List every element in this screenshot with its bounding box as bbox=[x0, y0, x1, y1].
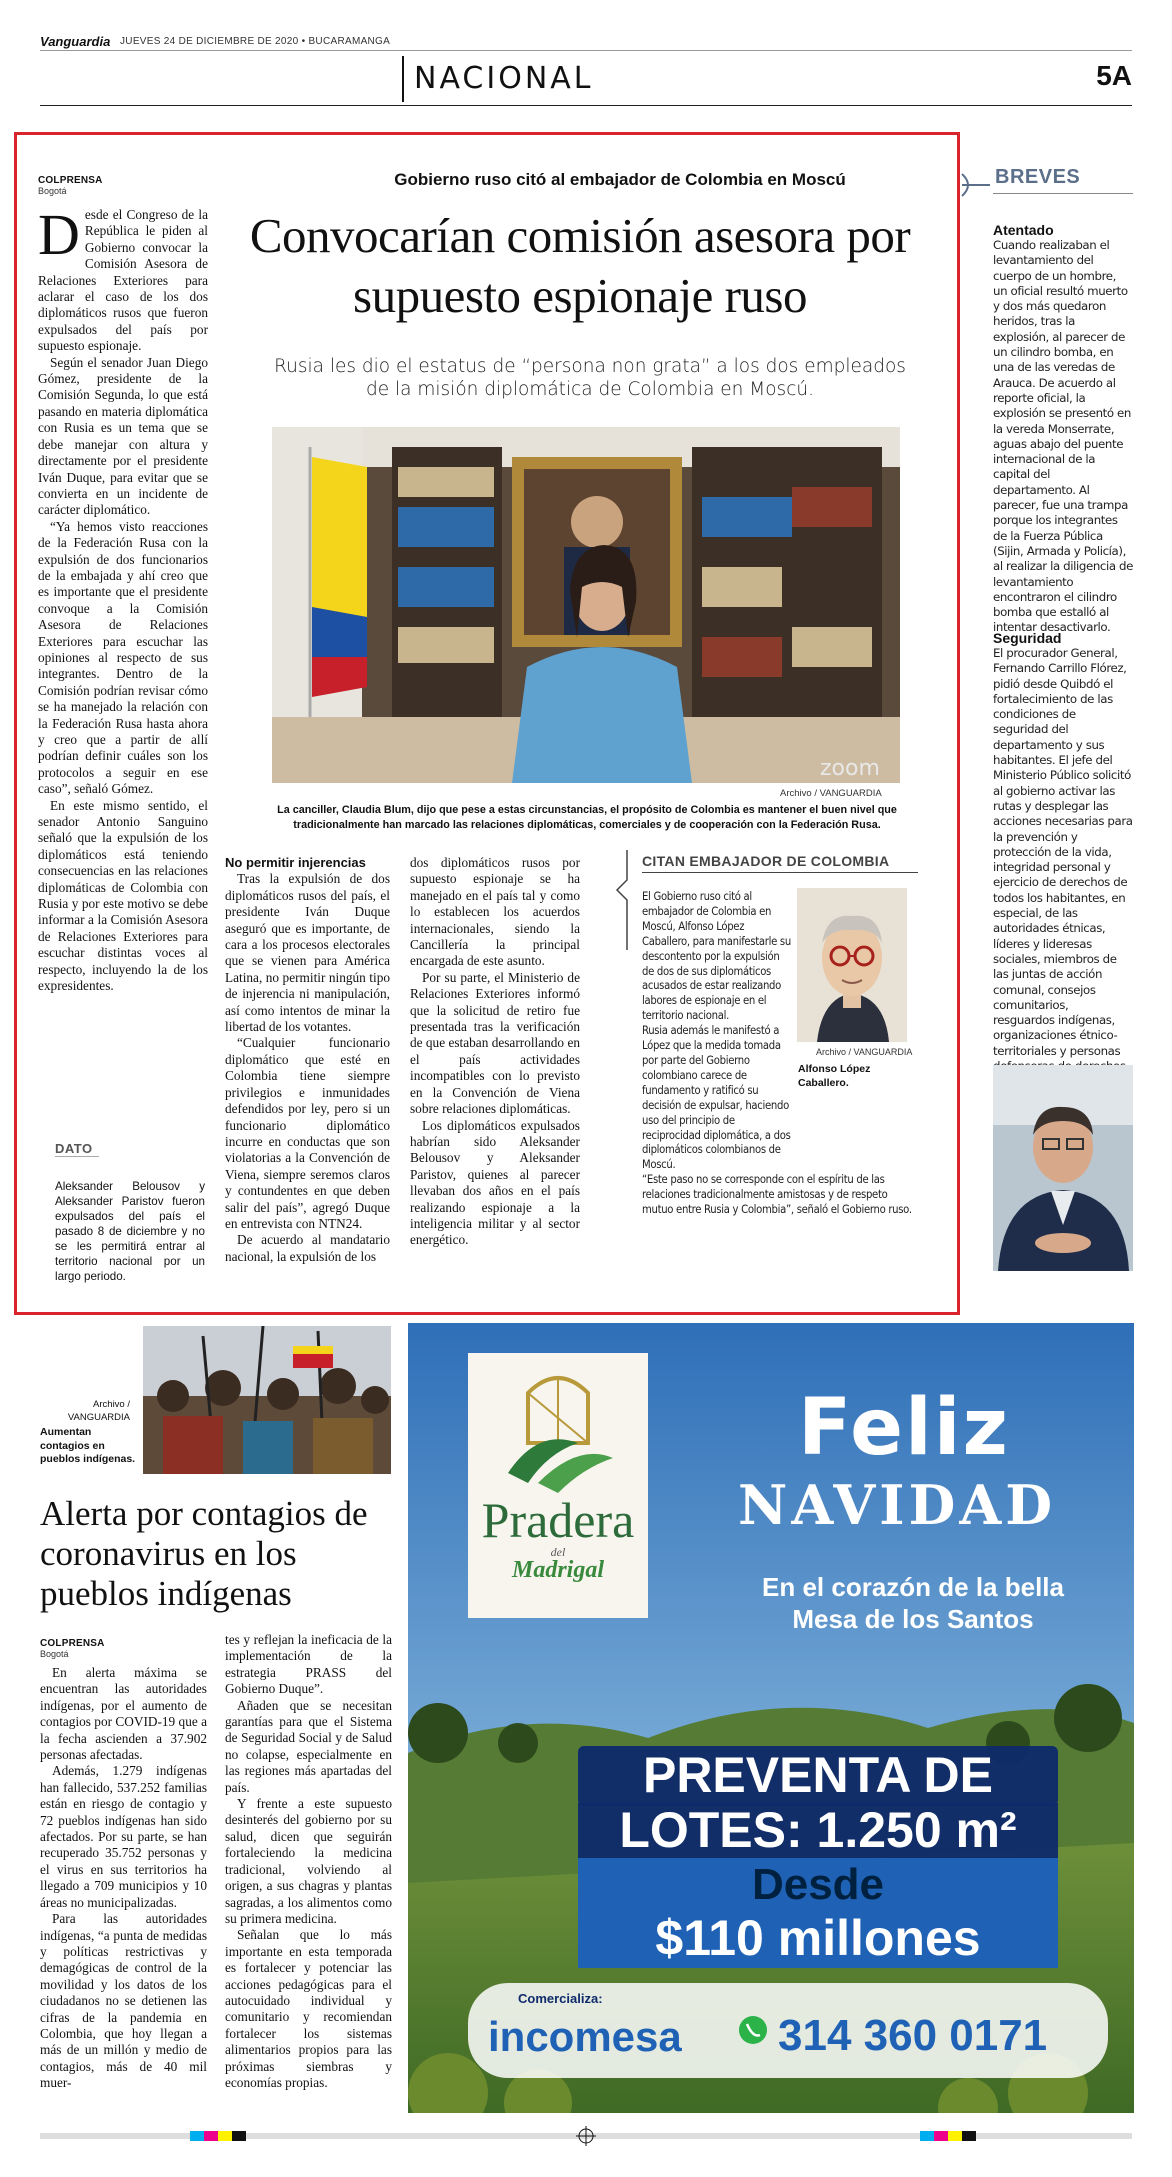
paragraph: “Ya hemos visto reacciones de la Federación Rusa con la expulsión de dos funcionarios de la embajada y ahí creo que es importante que el presidente convoque a la Comisión Asesora de Relaciones Exteriores para escuchar las opiniones al respecto de sus integrantes. Dentro de la Comisión podrían revisar cómo se ha manejado la relación con la Federación Rusa hasta ahora y creo que a partir de allí podrían definir cuáles son los protocolos a seguir en ese caso”, señaló Gómez. bbox=[38, 518, 208, 797]
paragraph: En alerta máxima se encuentran las autoridades indígenas, por el aumento de contagios por COVID-19 que a la fecha ascienden a 37.902 personas afectadas. bbox=[40, 1665, 207, 1763]
breves-arrow-icon bbox=[960, 170, 992, 200]
photo-caption: La canciller, Claudia Blum, dijo que pese a estas circunstancias, el propósito de Colombia es mantener el buen nivel que tradicionalmente han marcado las relaciones diplomáticas, comerciales y de cooperación con la Federación Rusa. bbox=[277, 804, 897, 831]
paragraph: Tras la expulsión de dos diplomáticos rusos del país, el presidente Iván Duque aseguró que es importante, de cara a los procesos electorales que se vienen para América Latina, no permitir ningún tipo de injerencia ni manipulación, así como intentos de minar la libertad de los votantes. bbox=[225, 871, 390, 1035]
procurador-photo bbox=[993, 1065, 1133, 1271]
paragraph: Además, 1.279 indígenas han fallecido, 537.252 familias están en riesgo de contagio y 72 pueblos indígenas han sido afectados. Por su parte, se han recuperado 35.752 personas y el virus en sus territorios ha llegado a 709 municipios y 10 áreas no municipalizadas. bbox=[40, 1763, 207, 1910]
byline-city: Bogotá bbox=[40, 1649, 69, 1659]
paragraph: En este mismo sentido, el senador Antonio Sanguino señaló que la expulsión de los diplomáticos está teniendo consecuencias en las relaciones diplomáticas de Colombia con Rusia y por este motivo se debe informar a la Comisión Asesora de Relaciones Exteriores para escuchar distintas voces al respecto, incluyendo la de los expresidentes. bbox=[38, 797, 208, 994]
sidebar-title: CITAN EMBAJADOR DE COLOMBIA bbox=[642, 853, 890, 869]
paragraph: Por su parte, el Ministerio de Relaciones Exteriores informó que la solicitud de retiro fue presentada tras la verificación de que estaban desarrollando en el país actividades incompatibles con lo previsto en la Convención de Viena sobre relaciones diplomáticas. bbox=[410, 969, 580, 1117]
section-subtitle: No permitir injerencias bbox=[225, 855, 366, 870]
print-registration-bar bbox=[40, 2123, 1132, 2163]
portrait-illustration bbox=[993, 1065, 1133, 1271]
masthead-rule bbox=[40, 50, 1132, 51]
bracket-ornament-icon bbox=[612, 850, 642, 950]
ad-greeting-feliz: Feliz bbox=[798, 1383, 1010, 1473]
article-headline: Convocarían comisión asesora por supuesto espionaje ruso bbox=[249, 208, 911, 323]
dato-text: Aleksander Belousov y Aleksander Paristov fueron expulsados del país el pasado 8 de diciembre y no se les permitirá entrar al territorio nacional por un largo periodo. bbox=[55, 1180, 205, 1283]
article-column-1 bbox=[38, 202, 208, 995]
ad-brand-name: Pradera bbox=[481, 1492, 635, 1548]
byline-agency: COLPRENSA bbox=[38, 175, 103, 186]
ad-seller-logo: incomesa bbox=[488, 2013, 682, 2060]
indigenous-column-2 bbox=[225, 1632, 392, 2091]
section-label: NACIONAL bbox=[402, 56, 594, 102]
ad-brand-small: del bbox=[550, 1545, 566, 1559]
paragraph: “Cualquier funcionario diplomático que esté en Colombia tiene siempre privilegios e inmunidades defendidos por ley, pero si un funcionario diplomático incurre en conductas que son violatorias a la Convención de Viena, siempre seremos claros y contundentes en que deben salir del país”, agregó Duque en entrevista con NTN24. bbox=[225, 1035, 390, 1231]
paragraph: De acuerdo al mandatario nacional, la expulsión de los bbox=[225, 1232, 390, 1264]
breve-item bbox=[993, 630, 1133, 1090]
indigenous-headline: Alerta por contagios de coronavirus en los pueblos indígenas bbox=[40, 1494, 368, 1613]
paragraph: Según el senador Juan Diego Gómez, presidente de la Comisión Segunda, lo que está pasando en materia diplomática con Rusia es un tema que se debe manejar con altura y directamente por el presidente Iván Duque, para evitar que se convierta en un incidente de carácter diplomático. bbox=[38, 354, 208, 518]
article-column-2 bbox=[225, 855, 390, 1265]
byline-city: Bogotá bbox=[38, 186, 67, 196]
breves-rule bbox=[993, 193, 1133, 194]
breve-heading: Atentado bbox=[993, 222, 1054, 238]
real-estate-advertisement[interactable] bbox=[408, 1323, 1134, 2113]
paragraph: Añaden que se necesitan garantías para que el Sistema de Seguridad Social y de Salud no colapse, especialmente en las regiones más apartadas del país. bbox=[225, 1697, 392, 1795]
crowd-illustration bbox=[143, 1326, 391, 1474]
sidebar-paragraph: El Gobierno ruso citó al embajador de Colombia en Moscú, Alfonso López Caballero, para manifestarle su descontento por la expulsión de dos de sus diplomáticos acusados de estar realizando labores de espionaje en el territorio nacional. bbox=[642, 890, 791, 1023]
dato-box bbox=[55, 1141, 205, 1284]
paragraph: Y frente a este supuesto desinterés del gobierno por su salud, dicen que seguirán fortaleciendo la medicina tradicional, volviendo al origen, a sus chagras y plantas sagradas, a los alimentos como su primera medicina. bbox=[225, 1796, 392, 1926]
ambassador-photo bbox=[797, 888, 907, 1042]
ad-greeting-navidad: NAVIDAD bbox=[738, 1473, 1057, 1537]
minister-photo-illustration bbox=[272, 427, 900, 783]
breve-text: Cuando realizaban el levantamiento del cuerpo de un hombre, un oficial resultó muerto y dos más quedaron heridos, tras la explosión, al parecer de un cilindro bomba, en una de las veredas de Arauca. De acuerdo al reporte oficial, la explosión se presentó en la vereda Monserrate, aguas abajo del puente internacional de la capital del departamento. Al parecer, fue una trampa porque los integrantes de la Fuerza Pública (Sijin, Armada y Policía), al realizar la diligencia de levantamiento encontraron el cilindro bomba que estalló al intentar desactivarlo. bbox=[993, 238, 1133, 635]
paragraph: Señalan que lo más importante en esta temporada es fortalecer y potenciar las acciones pedagógicas para el autocuidado individual y comunitario y recomiendan fortalecer los sistemas alimentarios propios para las próximas siembras y economías propias. bbox=[225, 1927, 392, 2090]
page-number: 5A bbox=[1096, 60, 1132, 91]
dropcap: D bbox=[38, 202, 80, 267]
photo-credit: Archivo / VANGUARDIA bbox=[780, 788, 882, 799]
ad-seller-label: Comercializa: bbox=[518, 1991, 603, 2006]
ad-price: $110 millones bbox=[655, 1910, 981, 1966]
svg-text:zoom: zoom bbox=[820, 756, 880, 781]
breve-heading: Seguridad bbox=[993, 630, 1062, 646]
breves-title: BREVES bbox=[995, 166, 1081, 188]
paragraph: Para las autoridades indígenas, “a punta de medidas y políticas restrictivas y demagógicas de control de la movilidad y los datos de los ciudadanos no se detienen las cifras de la pandemia en Colombia, que hoy llegan a más de un millón y medio de contagios, más de 40 mil muer- bbox=[40, 1911, 207, 2091]
ad-offer-line1: PREVENTA DE bbox=[642, 1747, 994, 1803]
paragraph: Los diplomáticos expulsados habrían sido Aleksander Belousov y Aleksander Paristov, quienes al parecer llevaban dos años en el país realizando espionaje a la inteligencia militar y al sector energético. bbox=[410, 1117, 580, 1248]
dateline: JUEVES 24 DE DICIEMBRE DE 2020 • BUCARAMANGA bbox=[120, 36, 391, 47]
ad-phone-number[interactable]: 314 360 0171 bbox=[778, 2011, 1048, 2060]
breve-text: El procurador General, Fernando Carrillo Flórez, pidió desde Quibdó el fortalecimiento de las condiciones de seguridad del departamento y sus habitantes. El jefe del Ministerio Público solicitó al gobierno activar las rutas y desplegar las acciones necesarias para la prevención y protección de la vida, integridad personal y ejercicio de derechos de todos los habitantes, en especial, de las autoridades étnicas, líderes y lideresas sociales, miembros de las juntas de acción comunal, consejos comunitarios, resguardos indígenas, organizaciones étnico-territoriales y personas bbox=[993, 646, 1133, 1058]
main-byline bbox=[38, 175, 103, 196]
sidebar-rule bbox=[642, 872, 918, 873]
indigenous-photo-caption: Aumentan contagios en pueblos indígenas. bbox=[40, 1426, 136, 1465]
sidebar-paragraph: “Este paso no se corresponde con el espíritu de las relaciones tradicionalmente amistosas y de respeto mutuo entre Rusia y Colombia”, señaló el Gobierno ruso. bbox=[642, 1173, 912, 1217]
lead-paragraph: esde el Congreso de la República le piden al Gobierno convocar la Comisión Asesora de Relaciones Exteriores para aclarar el caso de los dos diplomáticos rusos que fueron expulsados del país por supuesto espionaje. bbox=[38, 207, 208, 354]
sidebar-paragraph: Rusia además le manifestó a López que la medida tomada por parte del Gobierno colombiano carece de fundamento y ratificó su decisión de expulsar, haciendo uso del principio de reciprocidad diplomática, a dos diplomáticos colombianos de Moscú. bbox=[642, 1024, 791, 1172]
indigenous-column-1 bbox=[40, 1665, 207, 2092]
dato-title: DATO bbox=[55, 1141, 99, 1157]
article-photo bbox=[272, 427, 900, 783]
indigenous-photo-credit: Archivo / VANGUARDIA bbox=[67, 1399, 130, 1423]
paragraph: tes y reflejan la ineficacia de la implementación de la estrategia PRASS del Gobierno Duque”. bbox=[225, 1632, 392, 1697]
indigenous-photo bbox=[143, 1326, 391, 1474]
sidebar-photo-credit: Archivo / VANGUARDIA bbox=[816, 1047, 913, 1057]
brand-logo: Vanguardia bbox=[40, 34, 111, 49]
article-column-3 bbox=[410, 855, 580, 1249]
paragraph: dos diplomáticos rusos por supuesto espionaje se ha manejado en el país tal y como lo establecen los acuerdos internacionales, siendo la Cancillería la principal encargada de este asunto. bbox=[410, 855, 580, 969]
article-subhead: Rusia les dio el estatus de “persona non grata” a los dos empleados de la misión diplomática de Colombia en Moscú. bbox=[274, 356, 906, 400]
indigenous-byline bbox=[40, 1638, 105, 1659]
ad-background bbox=[408, 1323, 1134, 2113]
ad-tagline: En el corazón de la bella Mesa de los Santos bbox=[762, 1572, 1064, 1634]
sidebar-photo-caption: Alfonso López Caballero. bbox=[798, 1063, 871, 1089]
portrait-illustration bbox=[797, 888, 907, 1042]
byline-agency: COLPRENSA bbox=[40, 1638, 105, 1649]
ad-offer-line2: LOTES: 1.250 m² bbox=[619, 1802, 1017, 1858]
article-kicker: Gobierno ruso citó al embajador de Colombia en Moscú bbox=[394, 170, 846, 189]
breve-item bbox=[993, 222, 1133, 636]
ad-brand-subname: Madrigal bbox=[511, 1557, 604, 1583]
masthead bbox=[40, 34, 1132, 106]
ad-price-from: Desde bbox=[751, 1860, 885, 1909]
